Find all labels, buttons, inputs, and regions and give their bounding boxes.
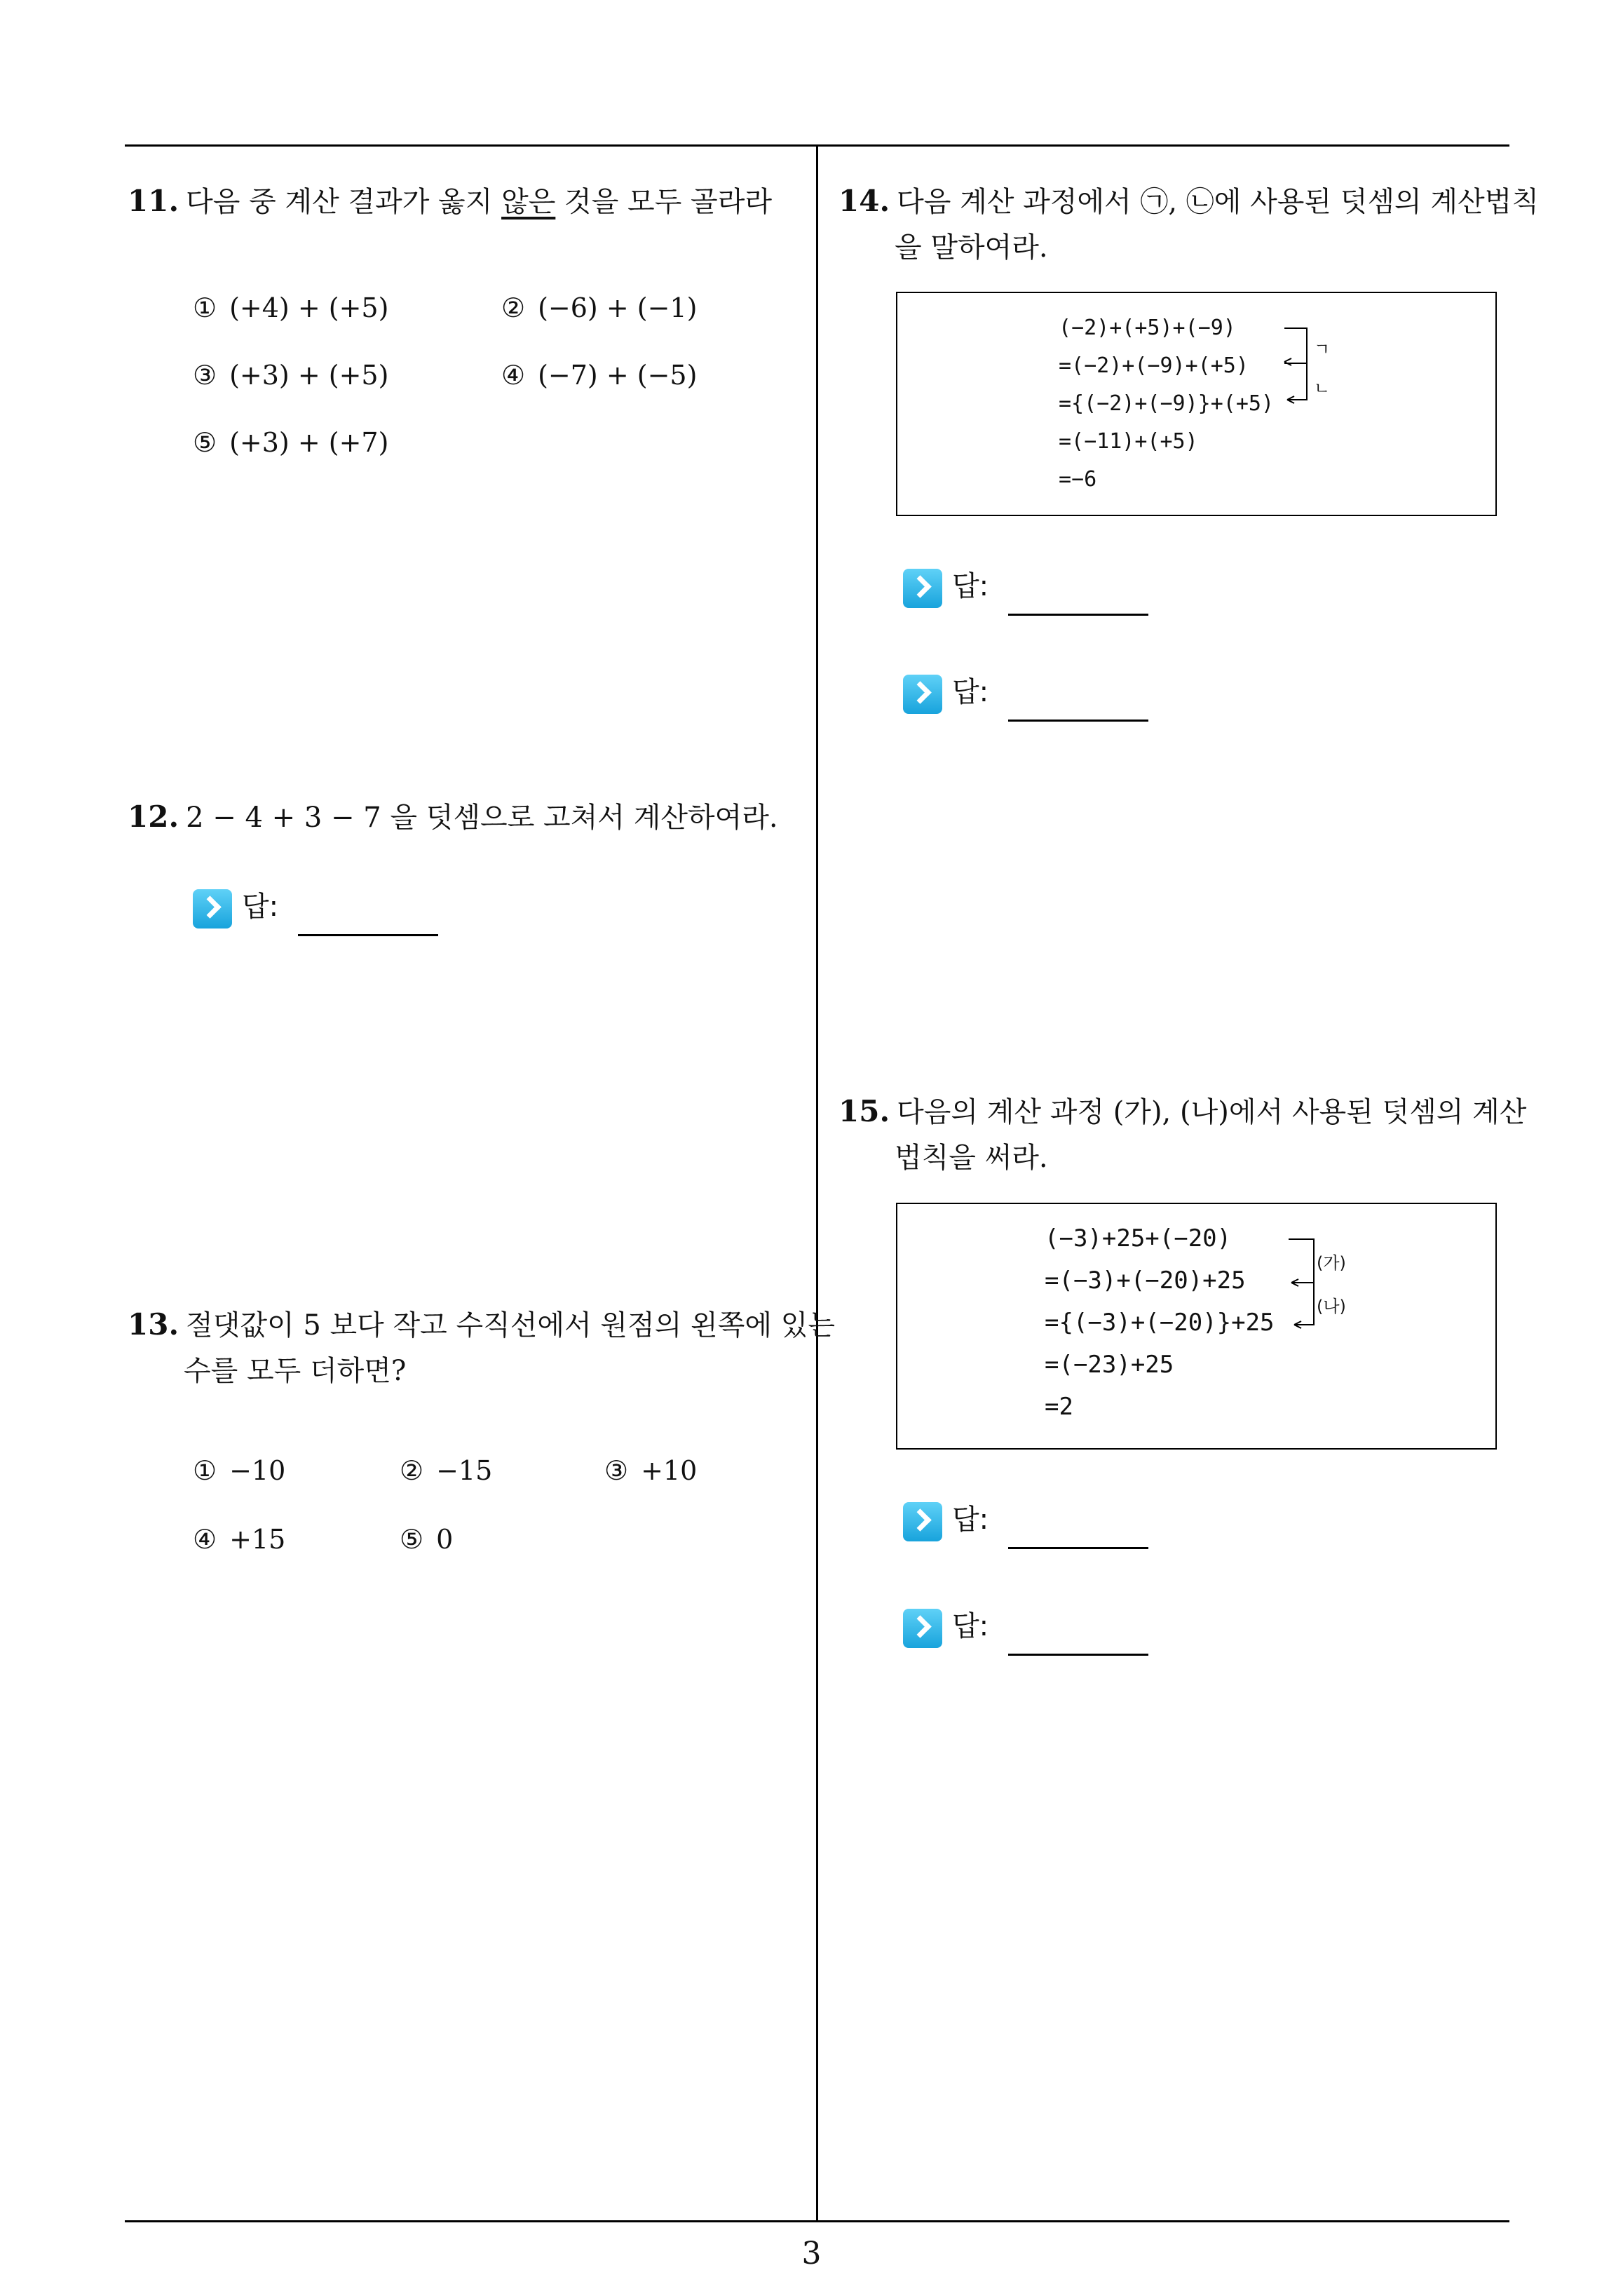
answer-arrow-icon xyxy=(193,889,232,928)
question-14-number: 14. xyxy=(838,184,890,218)
q11-choice-4[interactable]: ④ (−7) + (−5) xyxy=(501,360,698,391)
q11-choice-5[interactable]: ⑤ (+3) + (+7) xyxy=(193,427,389,458)
q14-step-2: =(−2)+(−9)+(+5) xyxy=(1059,353,1249,378)
q13-choice-3[interactable]: ③ +10 xyxy=(604,1455,698,1486)
question-11 xyxy=(128,178,772,225)
answer-label: 답: xyxy=(952,1504,989,1536)
q12-answer[interactable] xyxy=(193,884,459,930)
answer-arrow-icon xyxy=(903,569,942,608)
q15-step-1: (−3)+25+(−20) xyxy=(1045,1224,1232,1252)
q14-marker-2: ㄴ xyxy=(1314,379,1331,398)
q14-marker-1: ㄱ xyxy=(1314,339,1331,359)
q13-choice-2[interactable]: ② −15 xyxy=(400,1455,493,1486)
q14-bracket-arrows xyxy=(897,293,1495,515)
answer-blank[interactable] xyxy=(1008,614,1148,616)
q11-choice-3[interactable]: ③ (+3) + (+5) xyxy=(193,360,389,391)
question-13 xyxy=(128,1302,835,1349)
q15-step-4: =(−23)+25 xyxy=(1045,1351,1174,1379)
question-13-line1: 절댓값이 5 보다 작고 수직선에서 원점의 왼쪽에 있는 xyxy=(186,1309,835,1342)
q14-answer-2[interactable] xyxy=(903,669,1169,715)
question-14 xyxy=(838,178,1539,225)
q13-choice-4[interactable]: ④ +15 xyxy=(193,1524,286,1555)
q15-bracket-arrows xyxy=(897,1204,1495,1448)
bottom-rule xyxy=(125,2220,1509,2222)
question-12 xyxy=(128,794,778,841)
q15-step-3: ={(−3)+(−20)}+25 xyxy=(1045,1309,1275,1337)
q14-answer-1[interactable] xyxy=(903,563,1169,609)
q14-step-5: =−6 xyxy=(1059,467,1097,492)
q11-choice-1[interactable]: ① (+4) + (+5) xyxy=(193,292,389,323)
answer-blank[interactable] xyxy=(1008,1654,1148,1656)
q15-step-2: =(−3)+(−20)+25 xyxy=(1045,1267,1246,1295)
question-15-line1: 다음의 계산 과정 (가), (나)에서 사용된 덧셈의 계산 xyxy=(897,1096,1527,1128)
q14-step-4: =(−11)+(+5) xyxy=(1059,429,1198,454)
answer-blank[interactable] xyxy=(298,934,438,936)
q13-choice-1[interactable]: ① −10 xyxy=(193,1455,286,1486)
page-number: 3 xyxy=(801,2236,822,2271)
q15-calculation-box xyxy=(896,1203,1497,1450)
answer-blank[interactable] xyxy=(1008,1547,1148,1549)
answer-arrow-icon xyxy=(903,675,942,714)
question-15-line2: 법칙을 써라. xyxy=(895,1142,1048,1174)
question-12-text: 2 − 4 + 3 − 7 을 덧셈으로 고쳐서 계산하여라. xyxy=(186,802,778,834)
question-11-number: 11. xyxy=(128,184,179,218)
answer-arrow-icon xyxy=(903,1609,942,1648)
question-13-line2: 수를 모두 더하면? xyxy=(184,1355,407,1387)
answer-label: 답: xyxy=(952,570,989,602)
question-14-line2: 을 말하여라. xyxy=(895,231,1048,264)
q14-calculation-box xyxy=(896,292,1497,516)
question-13-number: 13. xyxy=(128,1307,179,1342)
answer-label: 답: xyxy=(242,891,279,923)
question-15-number: 15. xyxy=(838,1094,890,1128)
question-12-number: 12. xyxy=(128,799,179,834)
answer-label: 답: xyxy=(952,676,989,708)
q15-marker-1: (가) xyxy=(1317,1253,1346,1273)
q11-choice-2[interactable]: ② (−6) + (−1) xyxy=(501,292,698,323)
q15-step-5: =2 xyxy=(1045,1393,1073,1421)
column-divider xyxy=(816,144,818,2222)
q13-choice-5[interactable]: ⑤ 0 xyxy=(400,1524,454,1555)
question-15 xyxy=(838,1088,1526,1135)
q14-step-3: ={(−2)+(−9)}+(+5) xyxy=(1059,391,1275,416)
q14-step-1: (−2)+(+5)+(−9) xyxy=(1059,316,1236,340)
q15-answer-1[interactable] xyxy=(903,1497,1169,1543)
question-14-line1: 다음 계산 과정에서 ㉠, ㉡에 사용된 덧셈의 계산법칙 xyxy=(897,186,1539,218)
underlined-word: 않은 xyxy=(501,186,556,218)
question-11-text: 다음 중 계산 결과가 옳지 않은 것을 모두 골라라 xyxy=(186,186,772,218)
answer-blank[interactable] xyxy=(1008,720,1148,722)
answer-label: 답: xyxy=(952,1610,989,1642)
q15-answer-2[interactable] xyxy=(903,1603,1169,1649)
answer-arrow-icon xyxy=(903,1502,942,1541)
q15-marker-2: (나) xyxy=(1317,1297,1346,1316)
